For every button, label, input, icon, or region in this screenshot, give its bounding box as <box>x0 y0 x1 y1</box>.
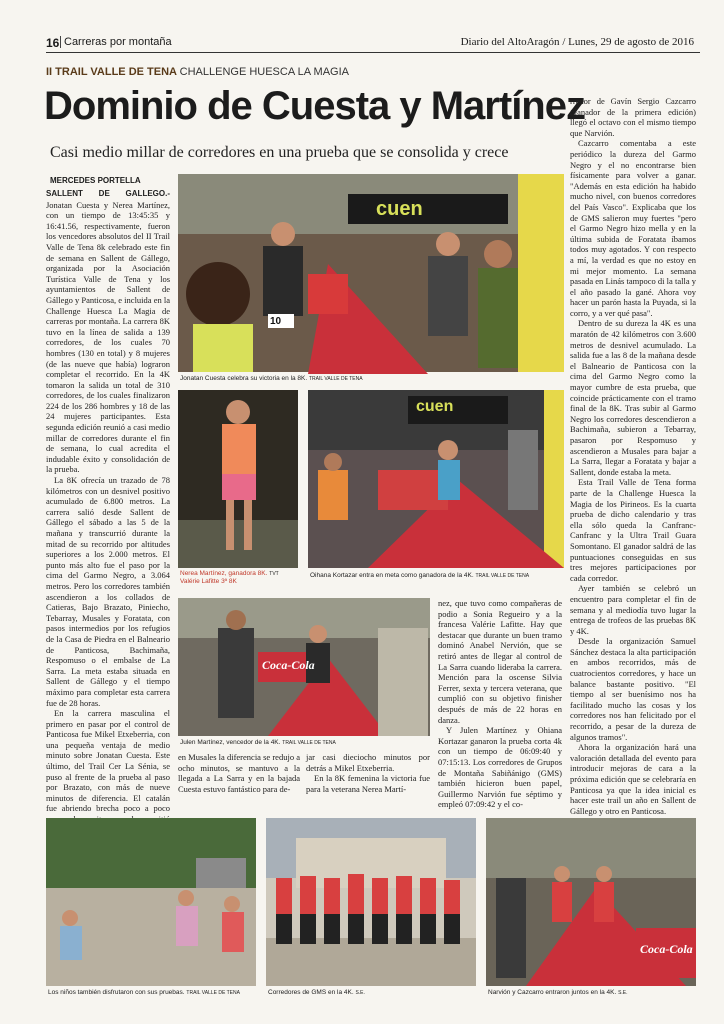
photo-gms <box>266 818 476 986</box>
section-name: Carreras por montaña <box>64 36 172 48</box>
caption-ohiana: Oihana Kortazar entra en meta como ganadora de la 4K. TRAIL VALLE DE TENA <box>310 572 530 579</box>
photo-main <box>178 174 564 372</box>
caption-ninos: Los niños también disfrutaron con sus pruebas. TRAIL VALLE DE TENA <box>48 989 240 996</box>
paragraph: Dentro de su dureza la 4K es una maratón de 42 kilómetros con 3.600 metros de desnivel acumulado. La salida fue a las 8 de la mañana desde el Balneario de Panticosa con la cima del Garmo Negro como la mayor cumbre de esta prueba, que coincide prácticamente con el tramo final de la 8K. Tras subir al Garmo Negro los corredores descendieron a Bachimaña, subieron a Tebarray, pasaron por Respomuso y ascendieron a Musales para bajar a La Sarra, llegar a Foratata y bajar a Sallent, donde estaba la meta. <box>570 318 696 477</box>
paragraph: En la carrera masculina el primero en pasar por el control de Panticosa fue Mikel Etxeberria, con una pequeña ventaja de medio minuto sobre Jonatan Cuesta. Este último, del Trail Cer La Sénia, se puso al frente de la prueba al paso por Brazato, con más de nueve minutos de diferencia. El catalán fue abriendo brecha poco a poco <box>46 708 170 814</box>
photo-ohiana <box>308 390 564 568</box>
paragraph: En la 8K femenina la victoria fue para la veterana Nerea Martí- <box>306 773 430 794</box>
caption-gms: Corredores de GMS en la 4K. S.E. <box>268 989 365 996</box>
page-number: 16 <box>46 36 60 50</box>
header-divider <box>60 36 61 48</box>
banner-text: cuen <box>376 198 423 220</box>
header-rule <box>46 52 700 53</box>
banner-text: cuen <box>416 398 454 415</box>
banner-text: Coca-Cola <box>640 942 693 956</box>
paragraph: Esta Trail Valle de Tena forma parte de la Challenge Huesca la Magia de los Pirineos. Es la cuarta prueba de dicho calendario y tras ella sólo queda la Canfranc-Canfranc y la Ultra Trail Guara Somontano. El ganador saldrá de las puntuaciones conseguidas en sus tres mejores participaciones por cada corredor. <box>570 477 696 583</box>
paragraph: jar casi dieciocho minutos por detrás a Mikel Etxeberria. <box>306 752 430 773</box>
paragraph: nez, que tuvo como compañeras de podio a Sonia Regueiro y a la francesa Valérie Lafitte. Hay que destacar que durante un buen tramo dominó Anabel Nervión, que se retiró antes de llegar al control de La Sarra cuando lideraba la carrera. Mención para la oscense Silvia Ferrer, sexta y tercera veterana, que cumplió con su objetivo finisher después de más de 22 horas en danza. <box>438 598 562 725</box>
header-paper-date <box>461 36 694 48</box>
paragraph: La 8K ofrecía un trazado de 78 kilómetros con un desnivel positivo acumulado de 6.800 metros. La carrera salió desde Sallent de Gállego el sábado a las 5 de la mañana y transcurrió durante la mitad de su recorrido por altitudes superiores a los 2.000 metros. El punto más alto fue el paso por la cima del Garmo Negro, a 3.064 metros. Pero los corredores también ascendieron a los collados de Catieras, Bajo Brazato, Piniecho, Tebarray, Musales y Foratata, con pasos intermedios por los refugios de la Casa de Piedra en el Balneario de Panticosa, Bachimaña, Respomuso o el embalse de La Sarra. La meta estaba situada en Sallent de Gállego y el tiempo máximo para completar esta carrera fue de 28 horas. <box>46 475 170 708</box>
caption-julen: Julen Martínez, vencedor de la 4K. TRAIL VALLE DE TENA <box>180 739 336 746</box>
paragraph: Ahora la organización hará una valoración detallada del evento para introducir mejoras de cara a la próxima edición que se celebraría en Panticosa ya que la idea inicial es hacer este trail un año en Sallent de Gállego y otro en Panticosa. <box>570 742 696 816</box>
subhead: Casi medio millar de corredores en una prueba que se consolida y crece <box>50 144 509 161</box>
byline: MERCEDES PORTELLA <box>50 176 141 185</box>
dateline: SALLENT DE GALLEGO.- <box>46 189 170 198</box>
caption-nerea: Nerea Martínez, ganadora 8K. TVT Valérie Lafitte 3ª 8K <box>180 570 279 585</box>
paper-name: Diario del AltoAragón <box>460 36 560 48</box>
kicker <box>46 66 349 78</box>
headline: Dominio de Cuesta y Martínez <box>44 84 585 128</box>
photo-nerea <box>178 390 298 568</box>
photo-julen <box>178 598 430 736</box>
column-3 <box>306 752 430 812</box>
column-2 <box>178 752 300 812</box>
issue-date: / Lunes, 29 de agosto de 2016 <box>562 36 694 48</box>
paragraph: SALLENT DE GALLEGO.- Jonatan Cuesta y Nerea Martínez, con un tiempo de 13:45:35 y 16:41.56, respectivamente, fueron los vencedores absolutos del II Trail Valle de Tena 8k celebrado este fin de semana en Sallent de Gállego, organizada por la Asociación Turística Valle de Tena y los ayuntamientos de Sallent de Gállego y Panticosa, e incluida en la Challenge Huesca La Magia de carreras por montaña. La carrera 8K tuvo en la línea de salida a 139 corredores, de los cuales 70 hombres (130 en total) y 8 mujeres (de las nueve que había) lograron completar el recorrido. En la 4K tomaron la salida un total de 310 corredores, de los cuales finalizaron 224 de los 286 hombres y 18 de las 24 mujeres participantes. Esta segunda edición reunió a casi medio millar de corredores durante el fin de semana, lo cual acredita el indudable éxito y consolidación de la prueba. <box>46 189 170 475</box>
caption-narvion: Narvión y Cazcarro entraron juntos en la 4K. S.E. <box>488 989 628 996</box>
paragraph: rredor de Gavín Sergio Cazcarro (ganador de la primera edición) llegó el octavo con el mismo tiempo que Narvión. <box>570 96 696 138</box>
paragraph: Desde la organización Samuel Sánchez destaca la alta participación en ambos recorridos, más de cuatrocientos corredores, y hace un balance bastante positivo. "El tiempo al ser buenísimo nos ha facilitado mucho las cosas y los corredores nos han felicitado por el recorrido, a pesar de la dureza de algunos tramos". <box>570 636 696 742</box>
kicker-bold: II TRAIL VALLE DE TENA <box>46 66 177 78</box>
caption-main: Jonatan Cuesta celebra su victoria en la 8K. TRAIL VALLE DE TENA <box>180 375 363 382</box>
kicker-rest: CHALLENGE HUESCA LA MAGIA <box>179 66 349 78</box>
column-5 <box>570 96 696 816</box>
paragraph: Ayer también se celebró un encuentro para completar el fin de semana y al mediodía tuvo lugar la entrega de trofeos de las pruebas 8K y 4K. <box>570 583 696 636</box>
column-4 <box>438 598 562 812</box>
paragraph: Cazcarro comentaba a este periódico la dureza del Garmo Negro y el no encontrarse bien físicamente para volver a ganar. "Además en esta edición ha habido mucho nivel, con buenos corredores del País Vasco". Explicaba que los de GMS salieron muy fuertes "pero el Garmo Negro hizo mella y en la última subida de Foratata íbamos todos muy agotados. Y con respecto a mí, la verdad es que no estoy en mi mejor momento. La semana pasada en Linás tampoco di la talla y el año pasado la gané. Ahora voy hacer un parón hasta la Puyada, si la corro, y a ver qué pasa". <box>570 138 696 318</box>
photo-ninos <box>46 818 256 986</box>
banner-text: Coca-Cola <box>262 658 315 672</box>
photo-narvion <box>486 818 696 986</box>
column-1 <box>46 188 170 814</box>
paragraph: en Musales la diferencia se redujo a ocho minutos, se mantuvo a la llegada a La Sarra y en la bajada Cuesta estuvo fantástico para de- <box>178 752 300 794</box>
race-bib: 10 <box>270 316 282 327</box>
paragraph: Y Julen Martínez y Ohiana Kortazar ganaron la prueba corta 4k con un tiempo de 06:09:40 y 07:15:13. Los corredores de Grupos de Montaña Sabiñánigo (GMS) también hicieron buen papel, Guillermo Narvión fue séptimo y empleó 07:09:42 y el co- <box>438 725 562 810</box>
